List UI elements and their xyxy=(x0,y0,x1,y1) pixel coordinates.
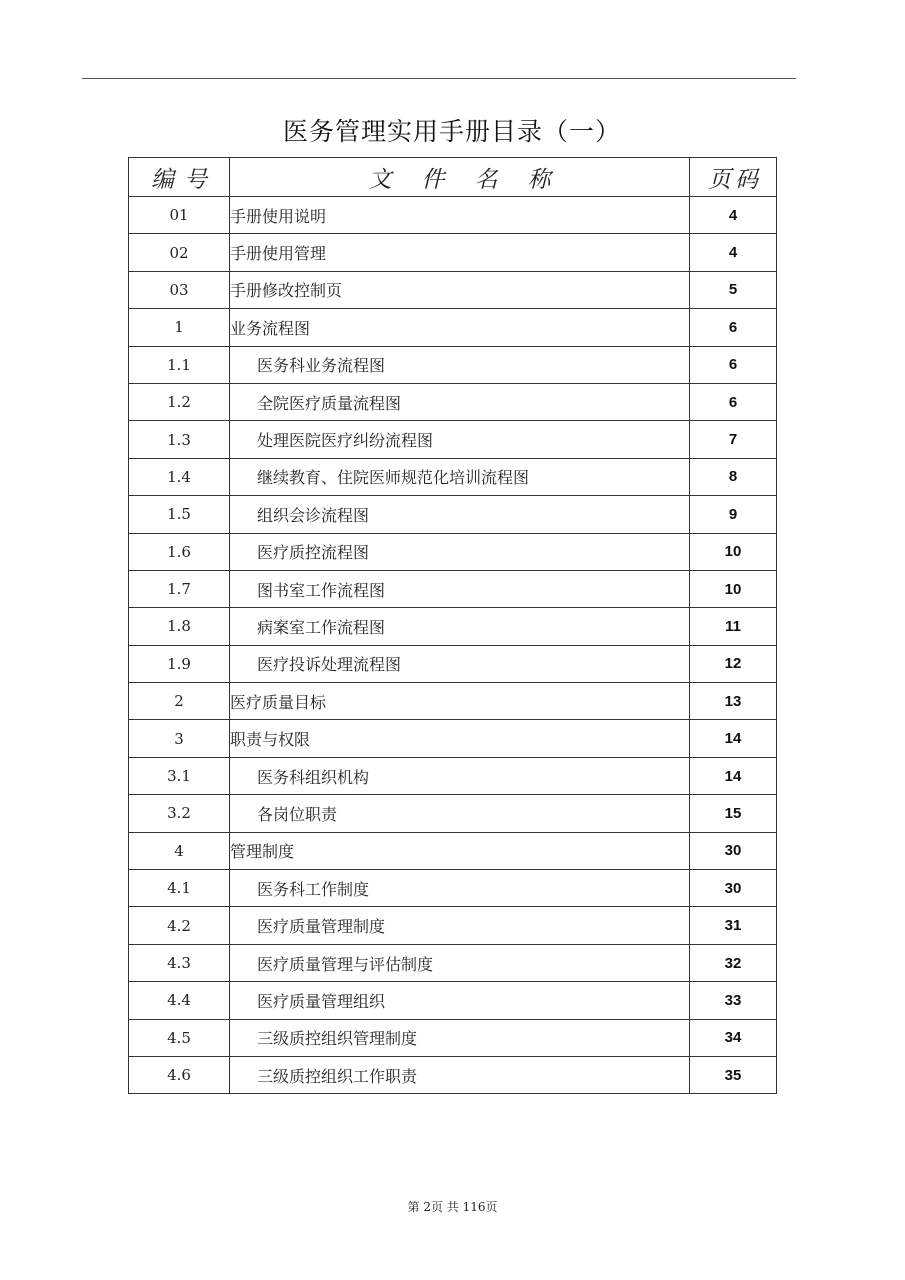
table-row xyxy=(129,309,777,346)
entry-page: 33 xyxy=(690,982,777,1019)
header-number: 编号 xyxy=(129,158,230,197)
entry-name: 医疗质量管理制度 xyxy=(230,907,690,944)
entry-page: 10 xyxy=(690,570,777,607)
table-row xyxy=(129,608,777,645)
page-footer: 第 2页 共 116页 xyxy=(407,1200,498,1214)
entry-name: 医务科工作制度 xyxy=(230,870,690,907)
table-row xyxy=(129,1019,777,1056)
entry-name: 职责与权限 xyxy=(230,720,690,757)
entry-number: 4.6 xyxy=(129,1056,230,1093)
entry-name: 处理医院医疗纠纷流程图 xyxy=(230,421,690,458)
table-row xyxy=(129,346,777,383)
entry-name: 医疗质量管理组织 xyxy=(230,982,690,1019)
entry-number: 1.1 xyxy=(129,346,230,383)
entry-name: 医疗质量目标 xyxy=(230,683,690,720)
table-header-row xyxy=(129,158,777,197)
entry-page: 11 xyxy=(690,608,777,645)
entry-number: 1.2 xyxy=(129,383,230,420)
header-document-name: 文件名称 xyxy=(230,158,690,197)
entry-number: 4.3 xyxy=(129,944,230,981)
table-row xyxy=(129,197,777,234)
entry-page: 31 xyxy=(690,907,777,944)
entry-number: 02 xyxy=(129,234,230,271)
table-of-contents xyxy=(128,157,777,1094)
entry-number: 1 xyxy=(129,309,230,346)
table-row xyxy=(129,982,777,1019)
entry-page: 13 xyxy=(690,683,777,720)
table-row xyxy=(129,496,777,533)
table-row xyxy=(129,907,777,944)
entry-name: 医务科业务流程图 xyxy=(230,346,690,383)
entry-number: 4.4 xyxy=(129,982,230,1019)
entry-name: 图书室工作流程图 xyxy=(230,570,690,607)
entry-page: 10 xyxy=(690,533,777,570)
entry-number: 03 xyxy=(129,271,230,308)
entry-page: 4 xyxy=(690,234,777,271)
entry-name: 全院医疗质量流程图 xyxy=(230,383,690,420)
entry-name: 三级质控组织管理制度 xyxy=(230,1019,690,1056)
entry-number: 1.9 xyxy=(129,645,230,682)
table-row xyxy=(129,458,777,495)
entry-name: 管理制度 xyxy=(230,832,690,869)
table-row xyxy=(129,832,777,869)
table-row xyxy=(129,234,777,271)
entry-page: 30 xyxy=(690,870,777,907)
table-row xyxy=(129,1056,777,1093)
table-row xyxy=(129,383,777,420)
entry-page: 8 xyxy=(690,458,777,495)
table-row xyxy=(129,720,777,757)
table-row xyxy=(129,683,777,720)
table-row xyxy=(129,944,777,981)
table-row xyxy=(129,570,777,607)
entry-name: 手册使用说明 xyxy=(230,197,690,234)
entry-page: 6 xyxy=(690,346,777,383)
document-title: 医务管理实用手册目录（一） xyxy=(282,117,621,146)
entry-page: 4 xyxy=(690,197,777,234)
entry-name: 三级质控组织工作职责 xyxy=(230,1056,690,1093)
entry-name: 医务科组织机构 xyxy=(230,757,690,794)
entry-page: 5 xyxy=(690,271,777,308)
table-row xyxy=(129,870,777,907)
entry-number: 4.5 xyxy=(129,1019,230,1056)
header-rule xyxy=(82,78,796,79)
entry-page: 15 xyxy=(690,795,777,832)
entry-page: 6 xyxy=(690,309,777,346)
entry-page: 12 xyxy=(690,645,777,682)
entry-page: 14 xyxy=(690,757,777,794)
entry-page: 7 xyxy=(690,421,777,458)
entry-name: 手册使用管理 xyxy=(230,234,690,271)
entry-name: 继续教育、住院医师规范化培训流程图 xyxy=(230,458,690,495)
entry-name: 病案室工作流程图 xyxy=(230,608,690,645)
entry-number: 3.2 xyxy=(129,795,230,832)
entry-name: 手册修改控制页 xyxy=(230,271,690,308)
entry-page: 34 xyxy=(690,1019,777,1056)
table-row xyxy=(129,757,777,794)
entry-number: 4.2 xyxy=(129,907,230,944)
entry-number: 4.1 xyxy=(129,870,230,907)
table-row xyxy=(129,533,777,570)
entry-name: 业务流程图 xyxy=(230,309,690,346)
entry-number: 01 xyxy=(129,197,230,234)
table-row xyxy=(129,421,777,458)
entry-number: 1.7 xyxy=(129,570,230,607)
entry-name: 医疗投诉处理流程图 xyxy=(230,645,690,682)
entry-page: 30 xyxy=(690,832,777,869)
entry-number: 1.6 xyxy=(129,533,230,570)
entry-number: 1.8 xyxy=(129,608,230,645)
table-row xyxy=(129,271,777,308)
table-body xyxy=(129,197,777,1094)
entry-number: 1.3 xyxy=(129,421,230,458)
entry-number: 1.5 xyxy=(129,496,230,533)
entry-page: 32 xyxy=(690,944,777,981)
entry-page: 6 xyxy=(690,383,777,420)
entry-name: 医疗质量管理与评估制度 xyxy=(230,944,690,981)
entry-name: 组织会诊流程图 xyxy=(230,496,690,533)
entry-number: 1.4 xyxy=(129,458,230,495)
entry-number: 2 xyxy=(129,683,230,720)
entry-page: 9 xyxy=(690,496,777,533)
entry-number: 4 xyxy=(129,832,230,869)
table-row xyxy=(129,645,777,682)
entry-number: 3 xyxy=(129,720,230,757)
entry-page: 14 xyxy=(690,720,777,757)
entry-name: 医疗质控流程图 xyxy=(230,533,690,570)
table-row xyxy=(129,795,777,832)
header-page: 页码 xyxy=(690,158,777,197)
entry-number: 3.1 xyxy=(129,757,230,794)
entry-page: 35 xyxy=(690,1056,777,1093)
entry-name: 各岗位职责 xyxy=(230,795,690,832)
